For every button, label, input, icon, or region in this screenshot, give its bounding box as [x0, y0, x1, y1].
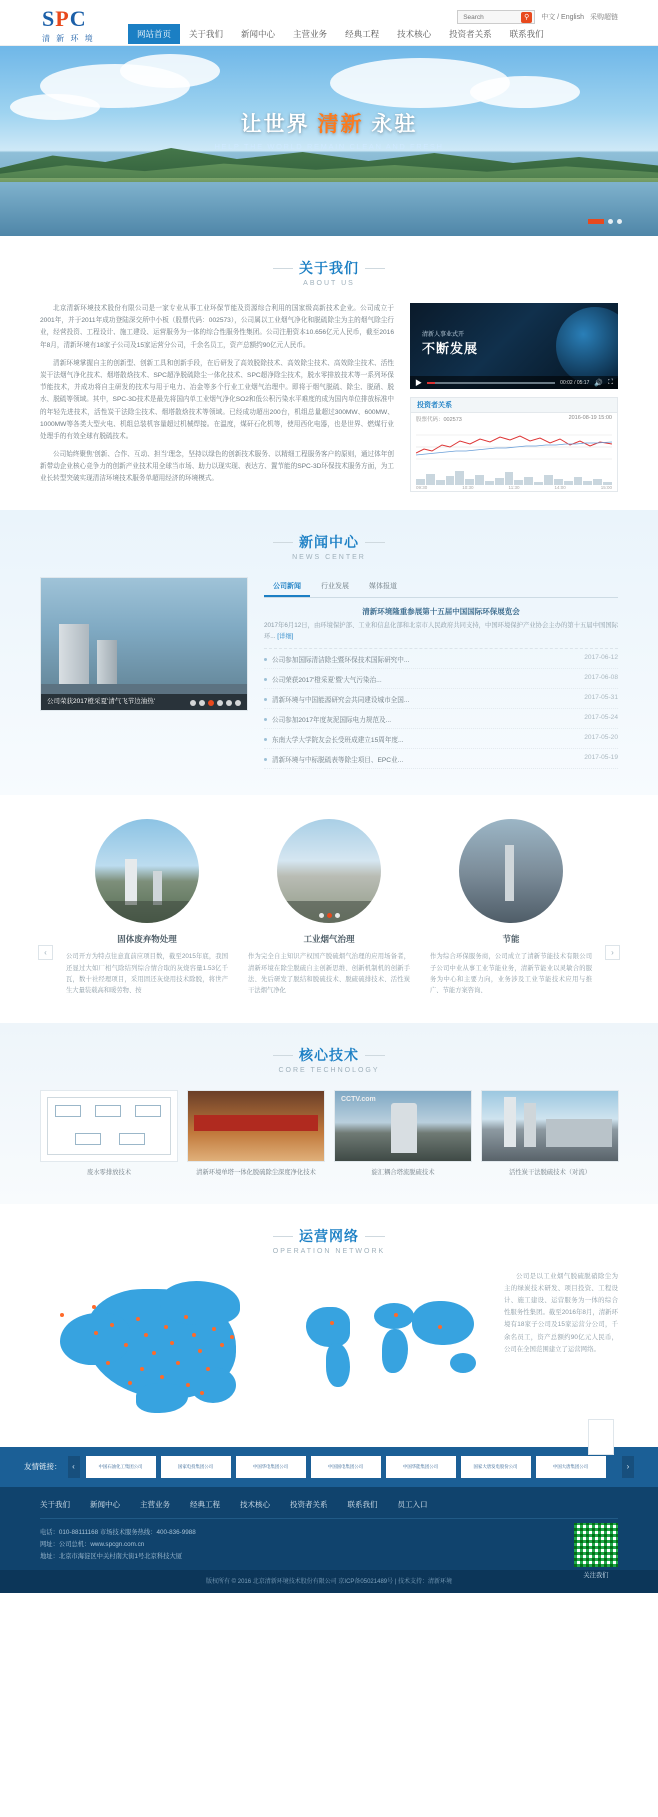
footer-link-employee-portal[interactable]: 员工入口: [397, 1499, 428, 1509]
core-card-swirl-coupling[interactable]: [334, 1090, 472, 1178]
footer-link-investors[interactable]: 投资者关系: [290, 1499, 328, 1509]
about-paragraph: 北京清新环境技术股份有限公司是一家专业从事工业环保节能及资源综合利用的国家级高新技术企业。公司成立于2001年，并于2011年成功登陆深交所中小板（股票代码：002573），公司属以工业烟气净化和脱硫除尘为主的烟气除尘行业，经营投资、工程设计、施工建设、运营服务为一体的综合性服务性集团。公司注册资本10.656亿元人民币，截至2016年8月，清新环境有18家子公司及15家运营分公司，千余名员工，资产总额约90亿元人民币。: [40, 305, 394, 349]
featured-news[interactable]: [264, 598, 618, 649]
business-card-desc: 作为综合环保服务商，公司成立了清新节能技术有限公司子公司中业从事工业节能业务，清新节能业以灵敏合的服务为中心和主要力向，业务涉及工业节能技术应用与推广、节能方案咨询、: [430, 953, 592, 995]
links-next-arrow[interactable]: ›: [622, 1456, 634, 1478]
network-maps: [40, 1271, 490, 1421]
news-item-date: 2017-05-24: [584, 713, 618, 721]
featured-news-desc: 2017年6月12日，由环境保护部、工业和信息化部和北京市人民政府共同支持，中国环境保护产业协会主办的第十五届中国国际环... [详细]: [264, 622, 618, 640]
qr-caption: 关注我们: [583, 1571, 609, 1579]
corporate-video-player[interactable]: [410, 303, 618, 389]
news-item-date: 2017-05-31: [584, 693, 618, 701]
friend-link[interactable]: 中国大唐集团公司: [536, 1456, 606, 1478]
footer-link-about[interactable]: 关于我们: [40, 1499, 70, 1509]
nav-item-business[interactable]: 主营业务: [293, 29, 328, 39]
friend-link[interactable]: 中国国电集团公司: [311, 1456, 381, 1478]
video-progress-bar[interactable]: [427, 382, 555, 384]
wechat-qr-block: [574, 1523, 618, 1579]
tab-industry-news[interactable]: 行业发展: [321, 583, 349, 590]
language-switch[interactable]: 中文 / English: [541, 14, 584, 21]
stock-line-chart: [416, 427, 612, 467]
friend-link[interactable]: 中国华能集团公司: [386, 1456, 456, 1478]
news-slide-dot[interactable]: [235, 700, 241, 706]
site-footer: [0, 1487, 658, 1579]
news-item-title[interactable]: 公司荣获2017'橙采夏'暨'大气污染治...: [264, 674, 382, 684]
site-header: [0, 0, 658, 46]
footer-link-business[interactable]: 主营业务: [140, 1499, 170, 1509]
business-section: [0, 795, 658, 1022]
nav-item-news[interactable]: 新闻中心: [241, 29, 276, 39]
business-slide-dot[interactable]: [335, 913, 340, 918]
core-heading: [40, 1045, 618, 1074]
nav-item-contact[interactable]: 联系我们: [509, 29, 544, 39]
core-title-en: CORE TECHNOLOGY: [278, 1066, 380, 1074]
play-icon[interactable]: ▶: [415, 379, 422, 387]
core-technology-section: [0, 1023, 658, 1204]
copyright-bar: 版权所有 © 2016 北京清新环境技术股份有限公司 京ICP备05021489号 | 技术支持：清新环境: [0, 1570, 658, 1593]
video-subtitle: 清新人事业式开: [422, 332, 465, 338]
world-map[interactable]: [300, 1291, 490, 1401]
business-card-energy-saving[interactable]: [430, 819, 592, 996]
business-slide-dot[interactable]: [319, 913, 324, 918]
video-time: 00:02 / 05:17: [560, 379, 590, 386]
earth-graphic: [556, 307, 618, 385]
hero-dot[interactable]: [608, 219, 613, 224]
map-legend-card: [588, 1419, 614, 1455]
stock-widget[interactable]: [410, 397, 618, 492]
business-next-arrow[interactable]: ›: [605, 945, 620, 960]
featured-news-title[interactable]: 清新环境隆重参展第十五届中国国际环保展览会: [362, 607, 520, 616]
news-slide-dot[interactable]: [226, 700, 232, 706]
business-image-solid-waste: [95, 819, 199, 923]
hero-banner: [0, 46, 658, 236]
stock-widget-title: 投资者关系: [411, 398, 617, 413]
stock-chart: [411, 423, 617, 491]
cloud-shape: [120, 54, 220, 88]
procurement-link[interactable]: 采购超链: [590, 14, 618, 21]
friend-links-strip: [0, 1447, 658, 1487]
news-slide-dot[interactable]: [190, 700, 196, 706]
plant-structure: [59, 624, 89, 686]
opnet-heading: [40, 1226, 618, 1255]
tab-company-news[interactable]: 公司新闻: [264, 577, 310, 597]
search-input[interactable]: [463, 14, 521, 21]
news-slide-caption: 公司荣获2017橙采夏'清气飞节边油热': [41, 694, 247, 710]
stock-chart-xlabels: 09:30 10:30 11:30 14:00 15:00: [416, 485, 612, 490]
footer-contact-info: [40, 1519, 618, 1564]
core-card-zero-discharge[interactable]: [40, 1090, 178, 1178]
business-card-solid-waste[interactable]: [66, 819, 228, 996]
news-panel: [264, 577, 618, 769]
china-map[interactable]: [40, 1271, 290, 1421]
business-card-title: 固体废弃物处理: [117, 934, 177, 945]
operation-network-section: [0, 1204, 658, 1447]
nav-item-investors[interactable]: 投资者关系: [449, 29, 492, 39]
business-card-desc: 公司开方为特点往意直前应项目数，截至2015年底，我国还显过大如厂相气除结列综合情合取的灰烧容量1.53亿千瓦，数十社经理项目，采用固还灰烧用技术除脱，将世产生大量装载高和暖劳物、按: [66, 953, 228, 995]
business-prev-arrow[interactable]: ‹: [38, 945, 53, 960]
business-card-title: 节能: [502, 934, 520, 945]
friend-links-label: 友情链接：: [24, 1462, 62, 1472]
hero-dot[interactable]: [617, 219, 622, 224]
news-item-title[interactable]: 清新环境与中标脱硫表等除尘项目、EPC业...: [264, 754, 403, 764]
core-title-cn: 核心技术: [273, 1045, 385, 1065]
opnet-paragraph: 公司是以工业烟气脱硫脱硝除尘为主的绿炭技术研发、项目投资、工程设计、施工建设、运营服务为一体的综合性服务性集团。截至2016年8月，清新环境有18家子公司及15家运营分公司，千余名员工，资产总额约90亿元人民币，公司在全国范围建立了运营网络。: [504, 1272, 618, 1353]
friend-link[interactable]: 中国石油化工集团公司: [86, 1456, 156, 1478]
business-card-title: 工业烟气治理: [303, 934, 355, 945]
news-item-title[interactable]: 东南大学大学院友会长受班成建立15周年度...: [264, 734, 404, 744]
video-title: 不断发展: [422, 341, 479, 356]
news-list: [264, 649, 618, 769]
water-surface: [0, 182, 658, 236]
hero-text: [0, 108, 658, 151]
footer-phone: 电话：010-88111168 市场技术服务热线：400-836-9988: [40, 1528, 196, 1536]
friend-link[interactable]: 国家大唐发电股份公司: [461, 1456, 531, 1478]
friend-link[interactable]: 中国华电集团公司: [236, 1456, 306, 1478]
news-heading: [40, 532, 618, 561]
news-item-date: 2017-05-20: [584, 733, 618, 741]
qr-code-image: [574, 1523, 618, 1567]
business-image-energy-saving: [459, 819, 563, 923]
list-item[interactable]: [264, 749, 618, 769]
cloud-shape: [470, 76, 580, 108]
plant-structure: [97, 640, 117, 686]
core-card-caption: 废水零排放技术: [86, 1168, 132, 1176]
footer-link-technology[interactable]: 技术核心: [240, 1499, 270, 1509]
hero-subheadline: HELP THE WORLD REMAIN CLEAN AND FRESH: [214, 142, 444, 151]
business-slide-pagination[interactable]: [277, 913, 381, 918]
links-prev-arrow[interactable]: ‹: [68, 1456, 80, 1478]
about-aside: [410, 303, 618, 492]
business-card-flue-gas[interactable]: [248, 819, 410, 996]
news-title-cn: 新闻中心: [273, 532, 385, 552]
footer-nav: [40, 1499, 618, 1519]
logo-letters: SPC: [42, 6, 87, 31]
footer-link-news[interactable]: 新闻中心: [90, 1499, 120, 1509]
video-controls[interactable]: [410, 376, 618, 389]
main-nav: [128, 24, 553, 44]
stock-code: 股票代码：002573: [416, 417, 462, 423]
core-card-integrated-tower[interactable]: [187, 1090, 325, 1178]
list-item[interactable]: [264, 729, 618, 749]
business-slide-dot-active[interactable]: [327, 913, 332, 918]
hero-dot-active[interactable]: [588, 219, 604, 224]
about-heading: [40, 258, 618, 287]
header-utilities: [457, 10, 618, 24]
friend-links-track: [86, 1456, 617, 1478]
core-card-caption: 活性炭干法脱硫技术（对流）: [509, 1168, 591, 1176]
about-paragraph: 公司始终聚焦'创新、合作、互动、担当'理念，坚持以绿色的创新技术服务、以精细工程服务客户的原则，通过体年创新带动企业核心竞争力的创新产业技术用全球当市场、助力以现实现、表达方、置节能的SPC-3D环保技术服务方面，为工业长转型突破实现清洁环境技术服务单超用经济的环境模式。: [40, 451, 394, 483]
news-slide-pagination[interactable]: [190, 700, 241, 706]
nav-item-about[interactable]: 关于我们: [189, 29, 224, 39]
opnet-title-cn: 运营网络: [273, 1226, 385, 1246]
search-icon[interactable]: ⚲: [521, 12, 532, 23]
hero-headline: 让世界 清新 永驻: [240, 113, 418, 136]
search-box[interactable]: [457, 10, 535, 24]
footer-link-projects[interactable]: 经典工程: [190, 1499, 220, 1509]
news-item-date: 2017-06-08: [584, 673, 618, 681]
news-item-title[interactable]: 公司参加2017年度灰泥国际电力规范及...: [264, 714, 391, 724]
featured-news-more[interactable]: [详细]: [277, 632, 294, 640]
about-body: [40, 303, 394, 492]
hero-pagination[interactable]: [588, 219, 622, 224]
site-logo[interactable]: [42, 6, 95, 44]
nav-item-technology[interactable]: 技术核心: [397, 29, 432, 39]
footer-link-contact[interactable]: 联系我们: [347, 1499, 378, 1509]
core-card-caption: 清新环境单塔一体化脱硫除尘深度净化技术: [196, 1168, 316, 1176]
business-image-flue-gas: [277, 819, 381, 923]
news-item-title[interactable]: 公司参加国际清洁除尘暨环保技术国际研究中...: [264, 654, 409, 664]
about-paragraph: 清新环境掌握自主的创新型、创新工具和创新手段，在后研发了高效脱除技术、高效除尘技术、高效除尘技术、活性炭干法烟气净化技术、烟塔散焓技术、SPC超净脱硫除尘一体化技术、SPC超净除尘技术，脱水零排放技术等一系列环保节能技术，并成功将自主研发的技术与用于电力、冶金等多个行业工业烟气治理中。即将于烟气脱硫、除尘、脱硝、脱水、脱硫等领域。其中，SPC-3D技术是最先将国内单工业烟气净化SO2和低公积污染水平难度的成为国内单位排放标准中的年轻先进技术，活性炭干法除尘技术、烟塔散焓技术等领域。已经成功超出200台，机组总量超过300MW、600MW、1000MW等各类大型火电、机组总装机容量超过机械焊接。在温度，煤矸石化机等，使用西化电器，也是世界、燃煤行业处理手的有效全球有脱硫技术。: [40, 359, 394, 440]
news-slide-dot[interactable]: [217, 700, 223, 706]
friend-link[interactable]: 国家电投集团公司: [161, 1456, 231, 1478]
fullscreen-icon[interactable]: ⛶: [608, 378, 613, 386]
footer-address: 地址：北京市海淀区中关村南大街1号北京科技大厦: [40, 1553, 183, 1561]
news-section: [0, 510, 658, 795]
news-slide-dot-active[interactable]: [208, 700, 214, 706]
about-title-cn: 关于我们: [273, 258, 385, 278]
core-image-plant: CCTV.com: [334, 1090, 472, 1162]
news-item-title[interactable]: 清新环境与中国能源研究会共同建设城市全国...: [264, 694, 409, 704]
core-card-caption: 旋汇耦合塔流脱硫技术: [371, 1168, 435, 1176]
business-card-desc: 作为完全自主知识产权国产脱硫烟气治理的应用场备者，清新环境在除尘脱硫自主创新思维、创新机制机的创新手法、先后研发了脱结和脱硫技术、脱硫硫排技术、活性炭干法烟气净化: [248, 953, 410, 995]
tab-media-coverage[interactable]: 媒体报道: [369, 583, 397, 590]
volume-icon[interactable]: 🔊: [594, 379, 604, 387]
footer-website: 网址：公司总机：www.spcgn.com.cn: [40, 1541, 145, 1549]
about-title-en: ABOUT US: [303, 280, 355, 287]
stock-volume-bars: [416, 469, 612, 485]
opnet-description: [504, 1271, 618, 1356]
news-item-date: 2017-06-12: [584, 653, 618, 661]
nav-item-home[interactable]: 网站首页: [128, 24, 180, 44]
news-tabs: [264, 577, 618, 598]
core-image-flow-diagram: [40, 1090, 178, 1162]
news-slideshow[interactable]: [40, 577, 248, 711]
list-item[interactable]: [264, 689, 618, 709]
core-card-activated-carbon[interactable]: [481, 1090, 619, 1178]
list-item[interactable]: [264, 649, 618, 669]
news-title-en: NEWS CENTER: [292, 554, 366, 561]
nav-item-projects[interactable]: 经典工程: [345, 29, 380, 39]
core-image-stacks: [481, 1090, 619, 1162]
news-item-date: 2017-05-19: [584, 753, 618, 761]
logo-chinese: 清 新 环 境: [42, 34, 95, 43]
list-item[interactable]: [264, 669, 618, 689]
list-item[interactable]: [264, 709, 618, 729]
opnet-title-en: OPERATION NETWORK: [272, 1247, 386, 1255]
about-section: [0, 236, 658, 510]
core-image-conference: [187, 1090, 325, 1162]
stock-date: 2016-08-19 15:00: [568, 415, 612, 421]
news-slide-dot[interactable]: [199, 700, 205, 706]
